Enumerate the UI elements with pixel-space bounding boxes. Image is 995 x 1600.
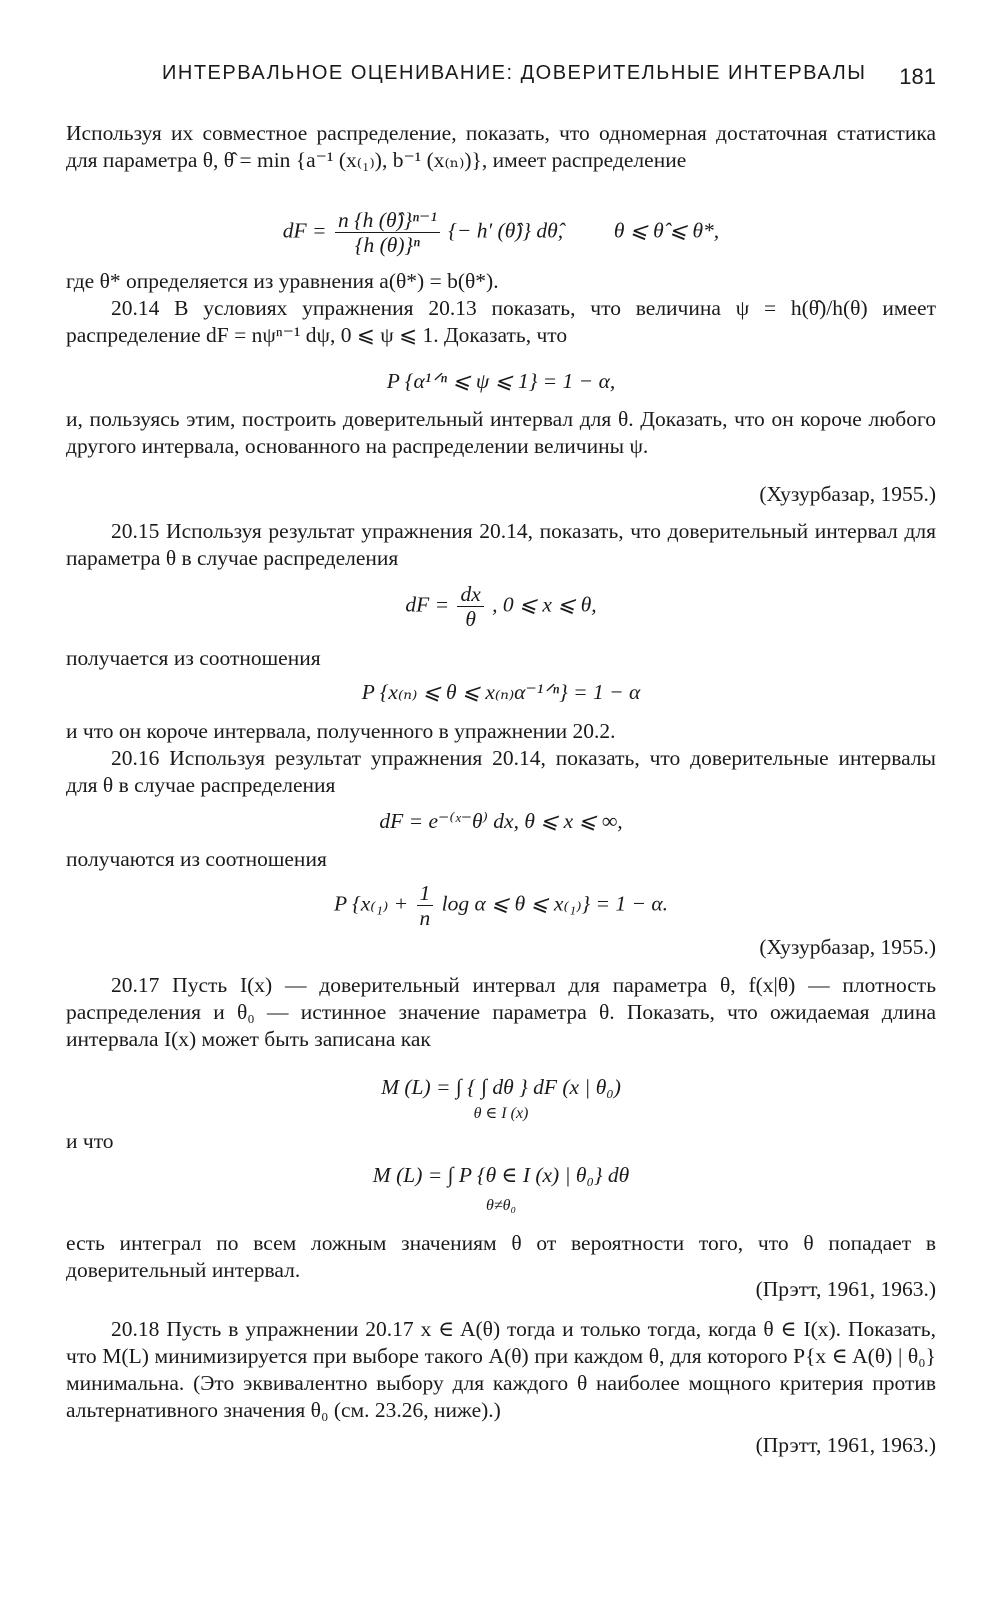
formula-6-close: log α ⩽ θ ⩽ x₍₁₎} = 1 − α.: [441, 891, 668, 916]
exercise-20-15-continuation: получается из соотношения: [66, 646, 321, 670]
exercise-20-14: 20.14 В условиях упражнения 20.13 показать, что величина ψ = h(θ̂)/h(θ) имеет распределение dF = nψⁿ⁻¹ dψ, 0 ⩽ ψ ⩽ 1. Доказать, что: [66, 296, 936, 347]
formula-1-fraction: [335, 208, 440, 257]
formula-1-numerator: n {h (θ̂)}ⁿ⁻¹: [335, 208, 440, 233]
page-number: 181: [899, 64, 936, 89]
citation-3: (Прэтт, 1961, 1963.): [755, 1277, 936, 1301]
formula-3: [66, 582, 936, 631]
citation-1: (Хузурбазар, 1955.): [759, 482, 936, 506]
formula-8-main: M (L) = ∫ P {θ ∈ I (x) | θ₀} dθ: [372, 1163, 630, 1187]
page-header: [66, 62, 936, 92]
formula-6-fraction: [417, 881, 434, 930]
exercise-20-16: 20.16 Используя результат упражнения 20.14, показать, что доверительные интервалы для θ в случае распределения: [66, 746, 936, 797]
formula-4: P {x₍ₙ₎ ⩽ θ ⩽ x₍ₙ₎α⁻¹ᐟⁿ} = 1 − α: [361, 680, 641, 704]
citation-4: (Прэтт, 1961, 1963.): [755, 1433, 936, 1457]
formula-7-limit: θ ∈ I (x): [473, 1105, 529, 1122]
formula-6: [66, 881, 936, 930]
exercise-20-15-end: и что он короче интервала, полученного в упражнении 20.2.: [66, 719, 616, 743]
intro-paragraph: Используя их совместное распределение, показать, что одномерная достаточная статистика для параметра θ, θ̂ = min {a⁻¹ (x₍₁₎), b⁻¹ (x₍ₙ₎)}, имеет распределение: [66, 121, 936, 172]
formula-3-condition: , 0 ⩽ x ⩽ θ,: [492, 592, 597, 617]
formula-7-main: M (L) = ∫ { ∫ dθ } dF (x | θ₀): [381, 1075, 621, 1099]
formula-8-limit: θ≠θ₀: [485, 1197, 517, 1214]
formula-1: [66, 208, 936, 257]
exercise-20-18: 20.18 Пусть в упражнении 20.17 x ∈ A(θ) тогда и только тогда, когда θ ∈ I(x). Показать, что M(L) минимизируется при выборе такого A(θ) при каждом θ, для которого P{x ∈ A(θ) | θ₀} минимальна. (Это эквивалентно выбору для каждого θ наиболее мощного критерия против альтернативного значения θ₀ (см. 23.26, ниже).): [66, 1317, 936, 1422]
formula-6-open: P {x₍₁₎ +: [333, 891, 409, 916]
formula-5: dF = e⁻⁽ˣ⁻θ⁾ dx, θ ⩽ x ⩽ ∞,: [379, 809, 623, 833]
formula-1-denominator: {h (θ)}ⁿ: [354, 233, 420, 257]
running-head: ИНТЕРВАЛЬНОЕ ОЦЕНИВАНИЕ: ДОВЕРИТЕЛЬНЫЕ ИНТЕРВАЛЫ: [162, 62, 867, 84]
formula-1-lhs: dF =: [282, 218, 327, 243]
citation-2: (Хузурбазар, 1955.): [759, 935, 936, 959]
formula-3-denominator: θ: [465, 607, 476, 631]
formula-1-condition: θ ⩽ θ̂ ⩽ θ*,: [613, 218, 720, 243]
exercise-20-16-continuation: получаются из соотношения: [66, 847, 327, 871]
exercise-20-15: 20.15 Используя результат упражнения 20.14, показать, что доверительный интервал для параметра θ в случае распределения: [66, 519, 936, 570]
formula-6-denominator: n: [419, 906, 431, 930]
exercise-20-17-continuation: есть интеграл по всем ложным значениям θ от вероятности того, что θ попадает в доверительный интервал.: [66, 1231, 936, 1282]
formula-2: P {α¹ᐟⁿ ⩽ ψ ⩽ 1} = 1 − α,: [386, 369, 616, 393]
and-that: и что: [66, 1129, 114, 1153]
formula-3-fraction: [457, 582, 483, 631]
formula-3-numerator: dx: [457, 582, 483, 607]
formula-7: [66, 1072, 936, 1102]
formula-6-numerator: 1: [417, 881, 434, 906]
formula-3-lhs: dF =: [405, 592, 450, 617]
formula-1-rest: {− h′ (θ̂)} dθ̂,: [448, 218, 564, 243]
formula-8: [66, 1160, 936, 1190]
exercise-20-17: 20.17 Пусть I(x) — доверительный интервал для параметра θ, f(x|θ) — плотность распределения и θ₀ — истинное значение параметра θ. Показать, что ожидаемая длина интервала I(x) может быть записана как: [66, 973, 936, 1051]
where-paragraph: где θ* определяется из уравнения a(θ*) = b(θ*).: [66, 269, 499, 293]
exercise-20-14-continuation: и, пользуясь этим, построить доверительный интервал для θ. Доказать, что он короче любого другого интервала, основанного на распределении величины ψ.: [66, 407, 936, 458]
